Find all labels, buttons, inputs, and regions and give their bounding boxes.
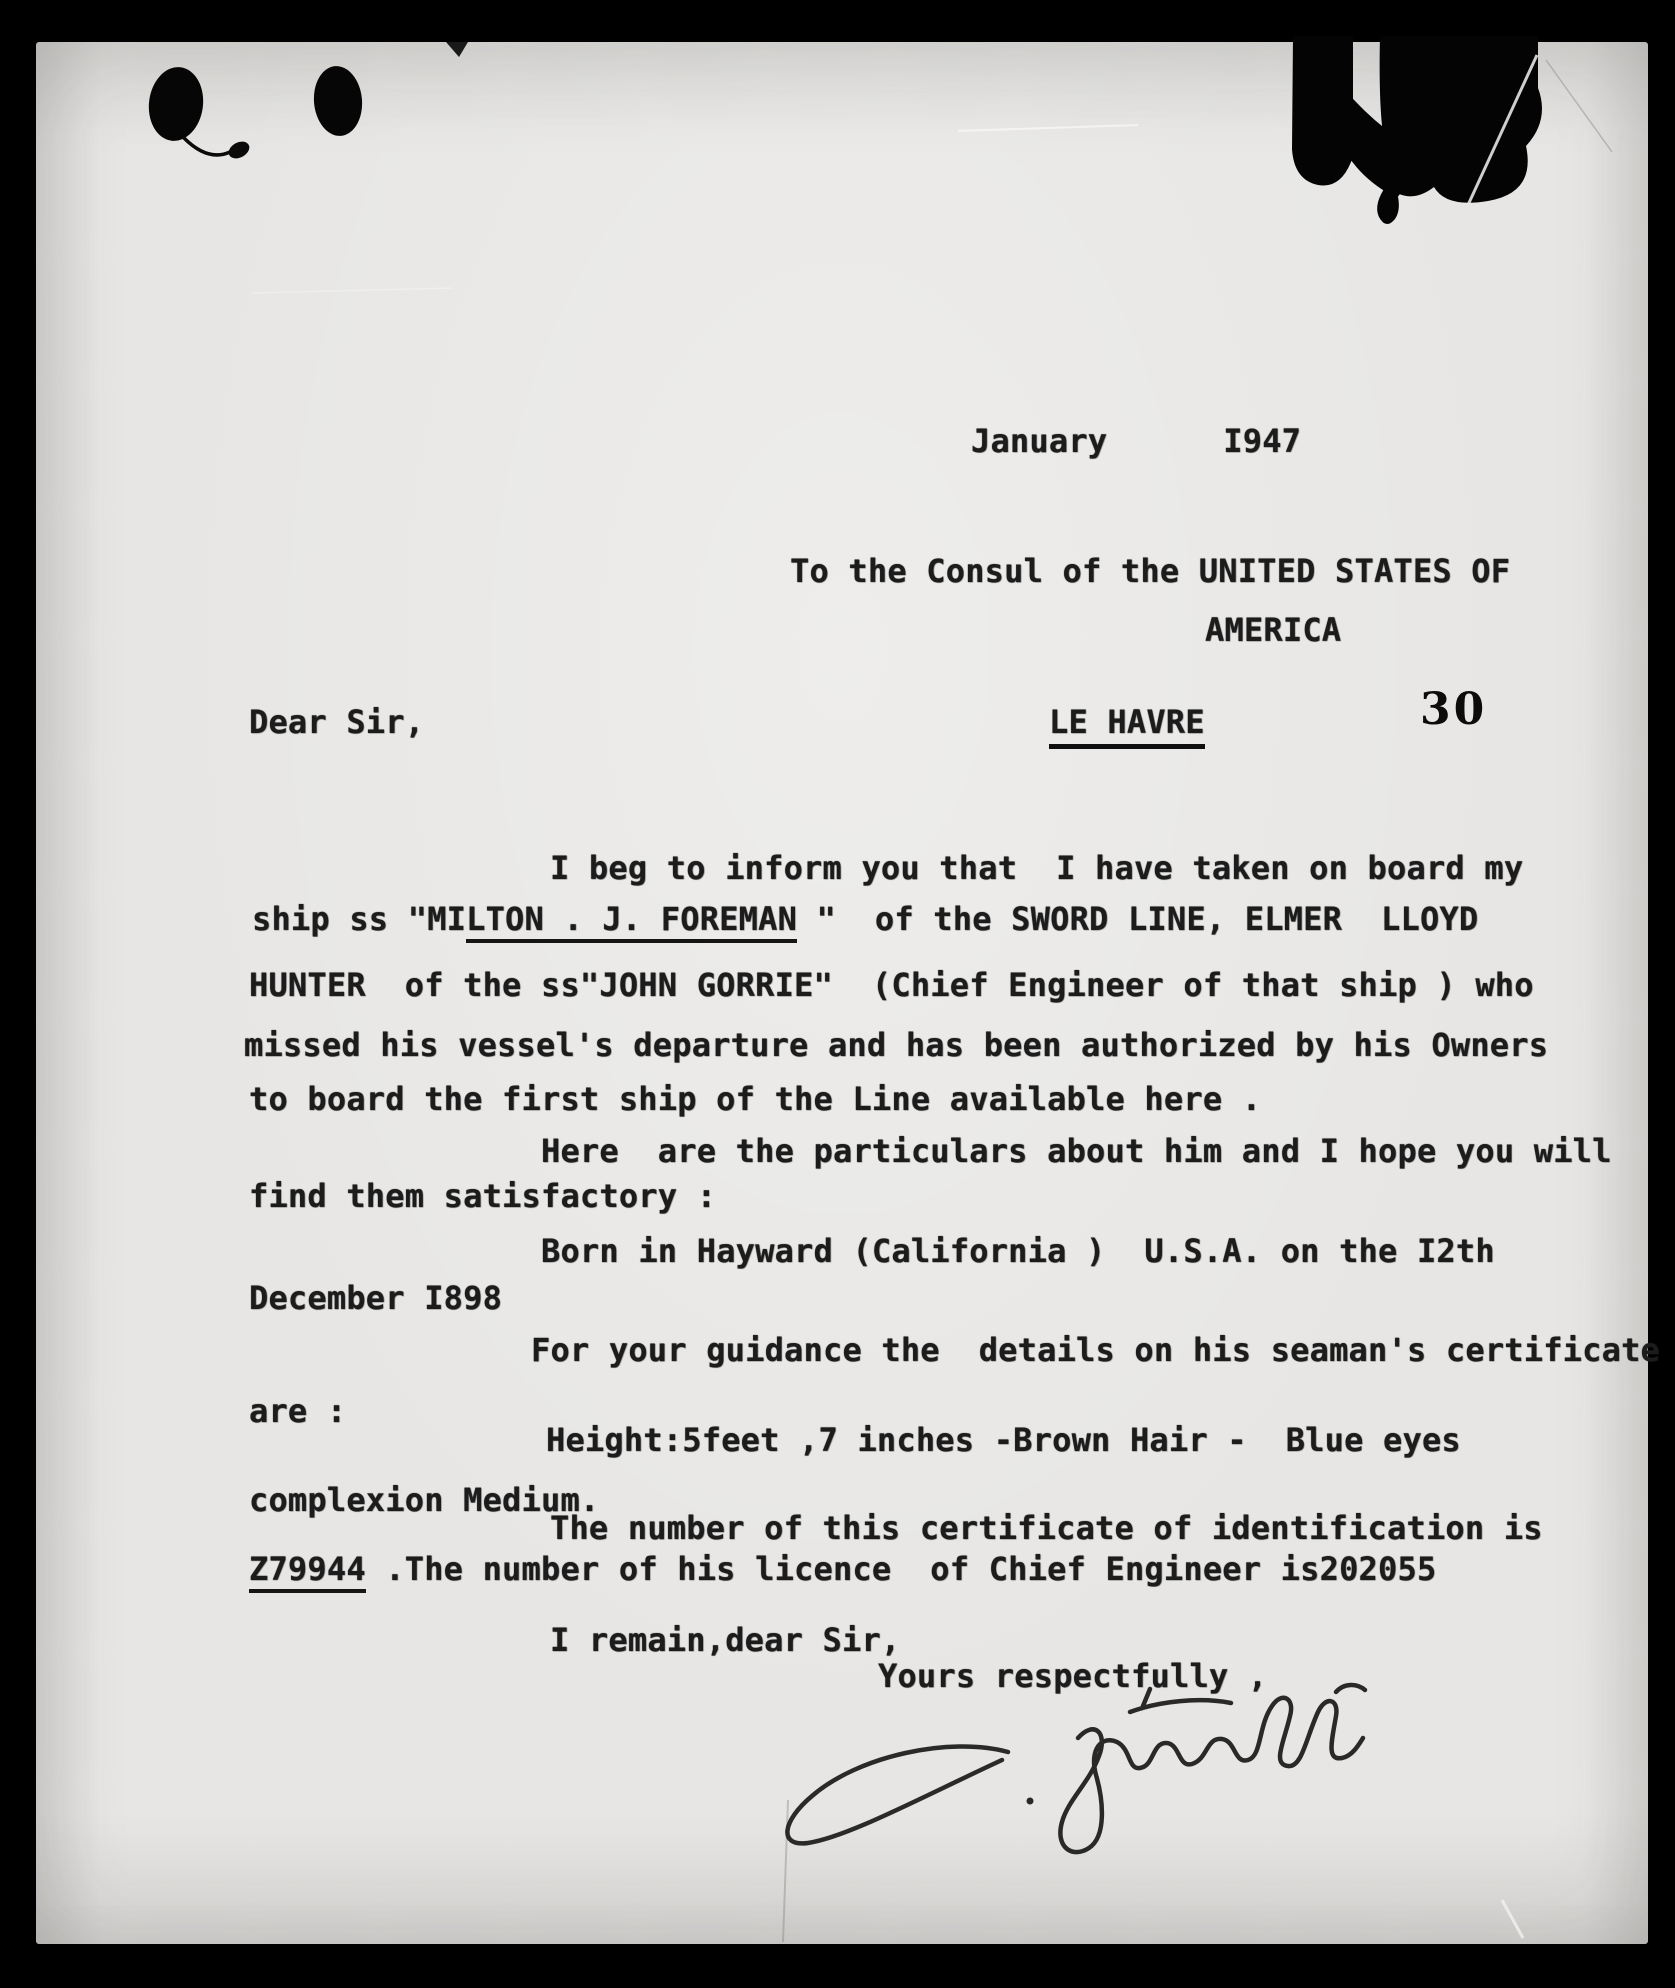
- closing-line-2: Yours respectfully ,: [878, 1657, 1268, 1695]
- body-line-2: ship ss "MILTON . J. FOREMAN " of the SWORD LINE, ELMER LLOYD: [252, 899, 1478, 939]
- recipient-line-2: AMERICA: [1205, 611, 1342, 649]
- date-year: I947: [1223, 422, 1302, 460]
- body-line-4: missed his vessel's departure and has been authorized by his Owners: [244, 1026, 1549, 1064]
- recipient-line-1: To the Consul of the UNITED STATES OF: [790, 552, 1511, 590]
- date-month: January: [971, 422, 1108, 460]
- body-line-11: are :: [249, 1392, 347, 1430]
- body-line-9: December I898: [249, 1279, 503, 1317]
- body-line-12: Height:5feet ,7 inches -Brown Hair - Blue eyes: [546, 1421, 1461, 1459]
- body-line-6: Here are the particulars about him and I hope you will: [541, 1132, 1612, 1170]
- page-number: 30: [1420, 684, 1488, 735]
- body-line-13: complexion Medium.: [249, 1481, 600, 1519]
- body-line-10: For your guidance the details on his seaman's certificate: [531, 1331, 1661, 1369]
- body-line-14: The number of this certificate of identification is: [550, 1509, 1543, 1547]
- salutation: Dear Sir,: [249, 703, 425, 741]
- body-line-1: I beg to inform you that I have taken on board my: [550, 849, 1524, 887]
- body-line-5: to board the first ship of the Line available here .: [249, 1080, 1262, 1118]
- body-line-3: HUNTER of the ss"JOHN GORRIE" (Chief Engineer of that ship ) who: [249, 966, 1534, 1004]
- body-line-8: Born in Hayward (California ) U.S.A. on the I2th: [541, 1232, 1495, 1270]
- body-line-7: find them satisfactory :: [249, 1177, 717, 1215]
- underlined-ship-name: LTON . J. FOREMAN: [466, 900, 797, 943]
- date-line: [971, 421, 1301, 461]
- place-name: LE HAVRE: [1049, 702, 1205, 742]
- body-line-15: Z79944 .The number of his licence of Chief Engineer is202055: [249, 1549, 1436, 1589]
- underlined-certificate-number: Z79944: [249, 1550, 366, 1593]
- closing-line-1: I remain,dear Sir,: [550, 1621, 901, 1659]
